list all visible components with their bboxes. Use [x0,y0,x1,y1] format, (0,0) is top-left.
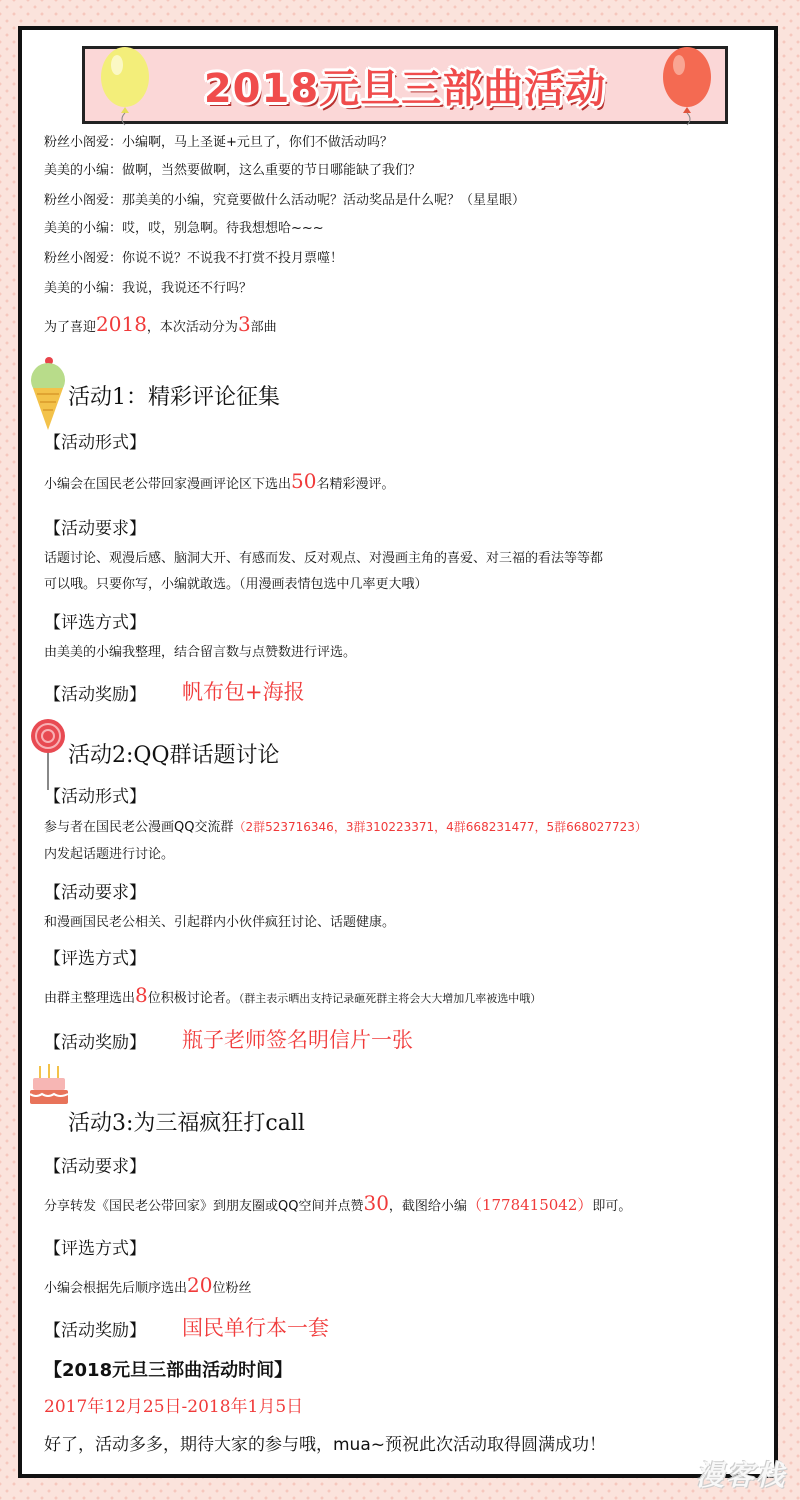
red-balloon-icon [659,45,715,129]
watermark-logo: 漫客栈 [695,1459,786,1492]
activity1-form-num: 50 [291,469,317,493]
banner-title: 2018元旦三部曲活动 [203,66,607,112]
activity3-phone: （1778415042） [466,1196,593,1214]
title-banner [82,46,728,124]
activity2-prize: 瓶子老师签名明信片一张 [182,1028,413,1052]
activity2-form-label: 【活动形式】 [44,787,146,807]
activity1-sel-text: 由美美的小编我整理，结合留言数与点赞数进行评选。 [44,645,357,660]
activity1-req-line1: 话题讨论、观漫后感、脑洞大开、有感而发、反对观点、对漫画主角的喜爱、对三福的看法等等都 [44,551,604,566]
activity3-sel-num: 20 [187,1273,213,1297]
activity1-sel-label: 【评选方式】 [44,613,146,633]
intro-year: 2018 [96,312,147,336]
activity3-req-a: 分享转发《国民老公带回家》到朋友圈或QQ空间并点赞 [44,1199,364,1214]
activity2-qq-groups: （2群523716346，3群310223371，4群668231477，5群668027723） [233,820,647,834]
activity1-prize: 帆布包+海报 [182,680,305,704]
activity1-title: 活动1：精彩评论征集 [68,385,280,410]
activity1-form-a: 小编会在国民老公带回家漫画评论区下选出 [44,477,292,492]
activity2-prize-label: 【活动奖励】 [44,1033,146,1053]
activity2-sel-num: 8 [135,983,148,1007]
activity2-form-text [44,818,647,837]
intro-text-a: 为了喜迎 [44,320,97,335]
activity3-title: 活动3:为三福疯狂打call [68,1111,305,1136]
activity1-prize-label: 【活动奖励】 [44,685,146,705]
activity2-sel-a: 由群主整理选出 [44,991,136,1006]
dialogue-line-2: 美美的小编：做啊，当然要做啊，这么重要的节日哪能缺了我们？ [44,163,422,178]
dialogue-line-5: 粉丝小阁爱：你说不说？不说我不打赏不投月票噬！ [44,251,344,266]
activity1-form-b: 名精彩漫评。 [316,477,395,492]
activity3-req-label: 【活动要求】 [44,1157,146,1177]
activity3-req-b: ，截图给小编 [388,1199,467,1214]
dialogue-line-3: 粉丝小阁爱：那美美的小编，究竟要做什么活动呢？活动奖品是什么呢？（星星眼） [44,193,526,208]
activity3-prize: 国民单行本一套 [182,1316,329,1340]
intro-text-b: ，本次活动分为 [146,320,238,335]
intro-num: 3 [237,312,251,336]
activity3-prize-label: 【活动奖励】 [44,1321,146,1341]
ice-cream-icon [28,356,68,432]
activity1-form-text [44,468,394,498]
activity2-sel-b: 位积极讨论者。 [147,991,239,1006]
activity3-req-text [44,1190,631,1220]
intro-line [44,310,277,342]
activity2-sel-note: （群主表示晒出支持记录砸死群主将会大大增加几率被选中哦） [238,992,542,1005]
activity3-sel-b: 位粉丝 [212,1281,252,1296]
closing-line: 好了，活动多多，期待大家的参与哦，mua~预祝此次活动取得圆满成功！ [44,1435,606,1455]
activity2-sel-label: 【评选方式】 [44,949,146,969]
activity2-req-text: 和漫画国民老公相关、引起群内小伙伴疯狂讨论、话题健康。 [44,915,396,930]
activity2-title: 活动2:QQ群话题讨论 [68,743,280,768]
activity1-req-line2: 可以哦。只要你写，小编就敢选。（用漫画表情包选中几率更大哦） [44,577,428,592]
event-time-label: 【2018元旦三部曲活动时间】 [44,1360,293,1381]
activity3-req-c: 即可。 [592,1199,632,1214]
intro-text-c: 部曲 [250,320,277,335]
activity3-sel-a: 小编会根据先后顺序选出 [44,1281,188,1296]
activity3-sel-text [44,1272,251,1302]
activity2-sel-text [44,982,541,1012]
activity1-form-label: 【活动形式】 [44,433,146,453]
event-time-range: 2017年12月25日-2018年1月5日 [44,1397,304,1417]
activity2-form-a: 参与者在国民老公漫画QQ交流群 [44,820,234,835]
activity1-req-label: 【活动要求】 [44,519,146,539]
activity3-sel-label: 【评选方式】 [44,1239,146,1259]
activity2-req-label: 【活动要求】 [44,883,146,903]
dialogue-line-4: 美美的小编：哎，哎，别急啊。待我想想哈~~~ [44,221,324,236]
dialogue-line-6: 美美的小编：我说，我说还不行吗？ [44,281,253,296]
content-card [18,26,778,1478]
lollipop-icon [28,718,68,792]
birthday-cake-icon [28,1062,70,1108]
activity2-form-line2: 内发起话题进行讨论。 [44,847,175,862]
activity3-req-num: 30 [363,1191,389,1215]
dialogue-line-1: 粉丝小阁爱：小编啊，马上圣诞+元旦了，你们不做活动吗？ [44,135,393,150]
